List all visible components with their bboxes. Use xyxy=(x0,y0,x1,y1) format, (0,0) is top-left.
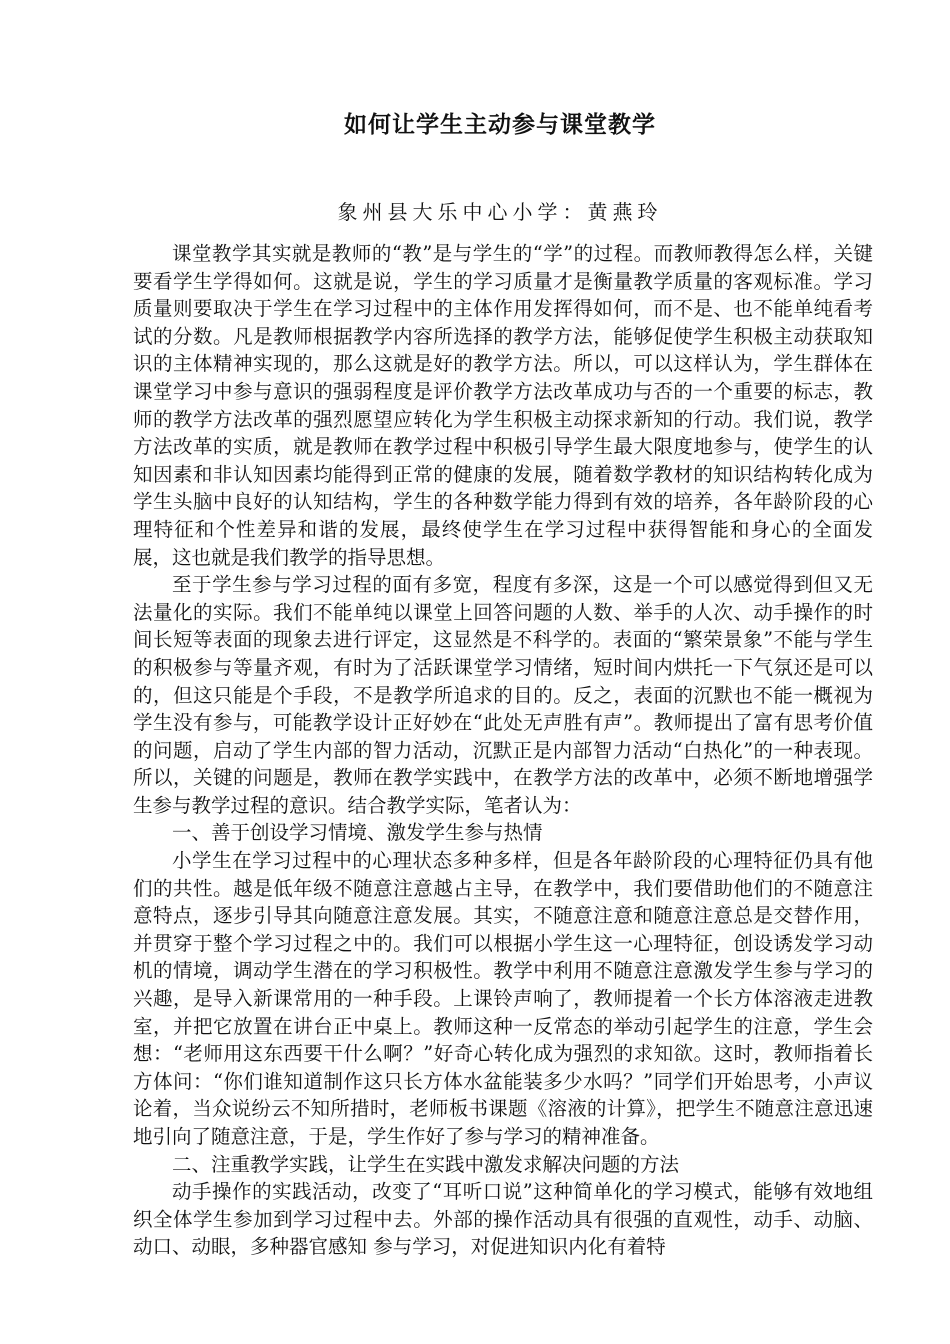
document-body xyxy=(133,240,873,1261)
section-heading-2: 二、注重教学实践，让学生在实践中激发求解决问题的方法 xyxy=(172,1152,680,1176)
paragraph-intro: 课堂教学其实就是教师的“教”是与学生的“学”的过程。而教师教得怎么样，关键要看学生学得如何。这就是说，学生的学习质量才是衡量教学质量的客观标准。学习质量则要取决于学生在学习过程中的主体作用发挥得如何，而不是、也不能单纯看考试的分数。凡是教师根据教学内容所选择的教学方法，能够促使学生积极主动获取知识的主体精神实现的，那么这就是好的教学方法。所以，可以这样认为，学生群体在课堂学习中参与意识的强弱程度是评价教学方法改革成功与否的一个重要的标志，教师的教学方法改革的强烈愿望应转化为学生积极主动探求新知的行动。我们说，教学方法改革的实质，就是教师在教学过程中积极引导学生最大限度地参与，使学生的认知因素和非认知因素均能得到正常的健康的发展，随着数学教材的知识结构转化成为学生头脑中良好的认知结构，学生的各种数学能力得到有效的培养，各年龄阶段的心理特征和个性差异和谐的发展，最终使学生在学习过程中获得智能和身心的全面发展，这也就是我们教学的指导思想。 xyxy=(133,242,873,569)
document-author: 象州县大乐中心小学：黄燕玲 xyxy=(337,200,663,224)
paragraph-participation: 至于学生参与学习过程的面有多宽，程度有多深，这是一个可以感觉得到但又无法量化的实际。我们不能单纯以课堂上回答问题的人数、举手的人次、动手操作的时间长短等表面的现象去进行评定，这显然是不科学的。表面的“繁荣景象”不能与学生的积极参与等量齐观，有时为了活跃课堂学习情绪，短时间内烘托一下气氛还是可以的，但这只能是个手段，不是教学所追求的目的。反之，表面的沉默也不能一概视为学生没有参与，可能教学设计正好妙在“此处无声胜有声”。教师提出了富有思考价值的问题，启动了学生内部的智力活动，沉默正是内部智力活动“白热化”的一种表现。所以，关键的问题是，教师在教学实践中，在教学方法的改革中，必须不断地增强学生参与教学过程的意识。结合教学实际，笔者认为： xyxy=(133,573,873,817)
section-heading-1: 一、善于创设学习情境、激发学生参与热情 xyxy=(172,821,543,845)
document-title: 如何让学生主动参与课堂教学 xyxy=(344,111,656,138)
paragraph-section-2: 动手操作的实践活动，改变了“耳听口说”这种简单化的学习模式，能够有效地组织全体学生参加到学习过程中去。外部的操作活动具有很强的直观性，动手、动脑、动口、动眼，多种器官感知 参与学习，对促进知识内化有着特 xyxy=(133,1180,873,1259)
paragraph-section-1: 小学生在学习过程中的心理状态多种多样，但是各年龄阶段的心理特征仍具有他们的共性。越是低年级不随意注意越占主导，在教学中，我们要借助他们的不随意注意特点，逐步引导其向随意注意发展。其实，不随意注意和随意注意总是交替作用，并贯穿于整个学习过程之中的。我们可以根据小学生这一心理特征，创设诱发学习动机的情境，调动学生潜在的学习积极性。教学中利用不随意注意激发学生参与学习的兴趣，是导入新课常用的一种手段。上课铃声响了，教师提着一个长方体溶液走进教室，并把它放置在讲台正中桌上。教师这种一反常态的举动引起学生的注意，学生会想：“老师用这东西要干什么啊？”好奇心转化成为强烈的求知欲。这时，教师指着长方体问：“你们谁知道制作这只长方体水盆能装多少水吗？”同学们开始思考，小声议论着，当众说纷云不知所措时，老师板书课题《溶液的计算》，把学生不随意注意迅速地引向了随意注意，于是，学生作好了参与学习的精神准备。 xyxy=(133,849,873,1148)
